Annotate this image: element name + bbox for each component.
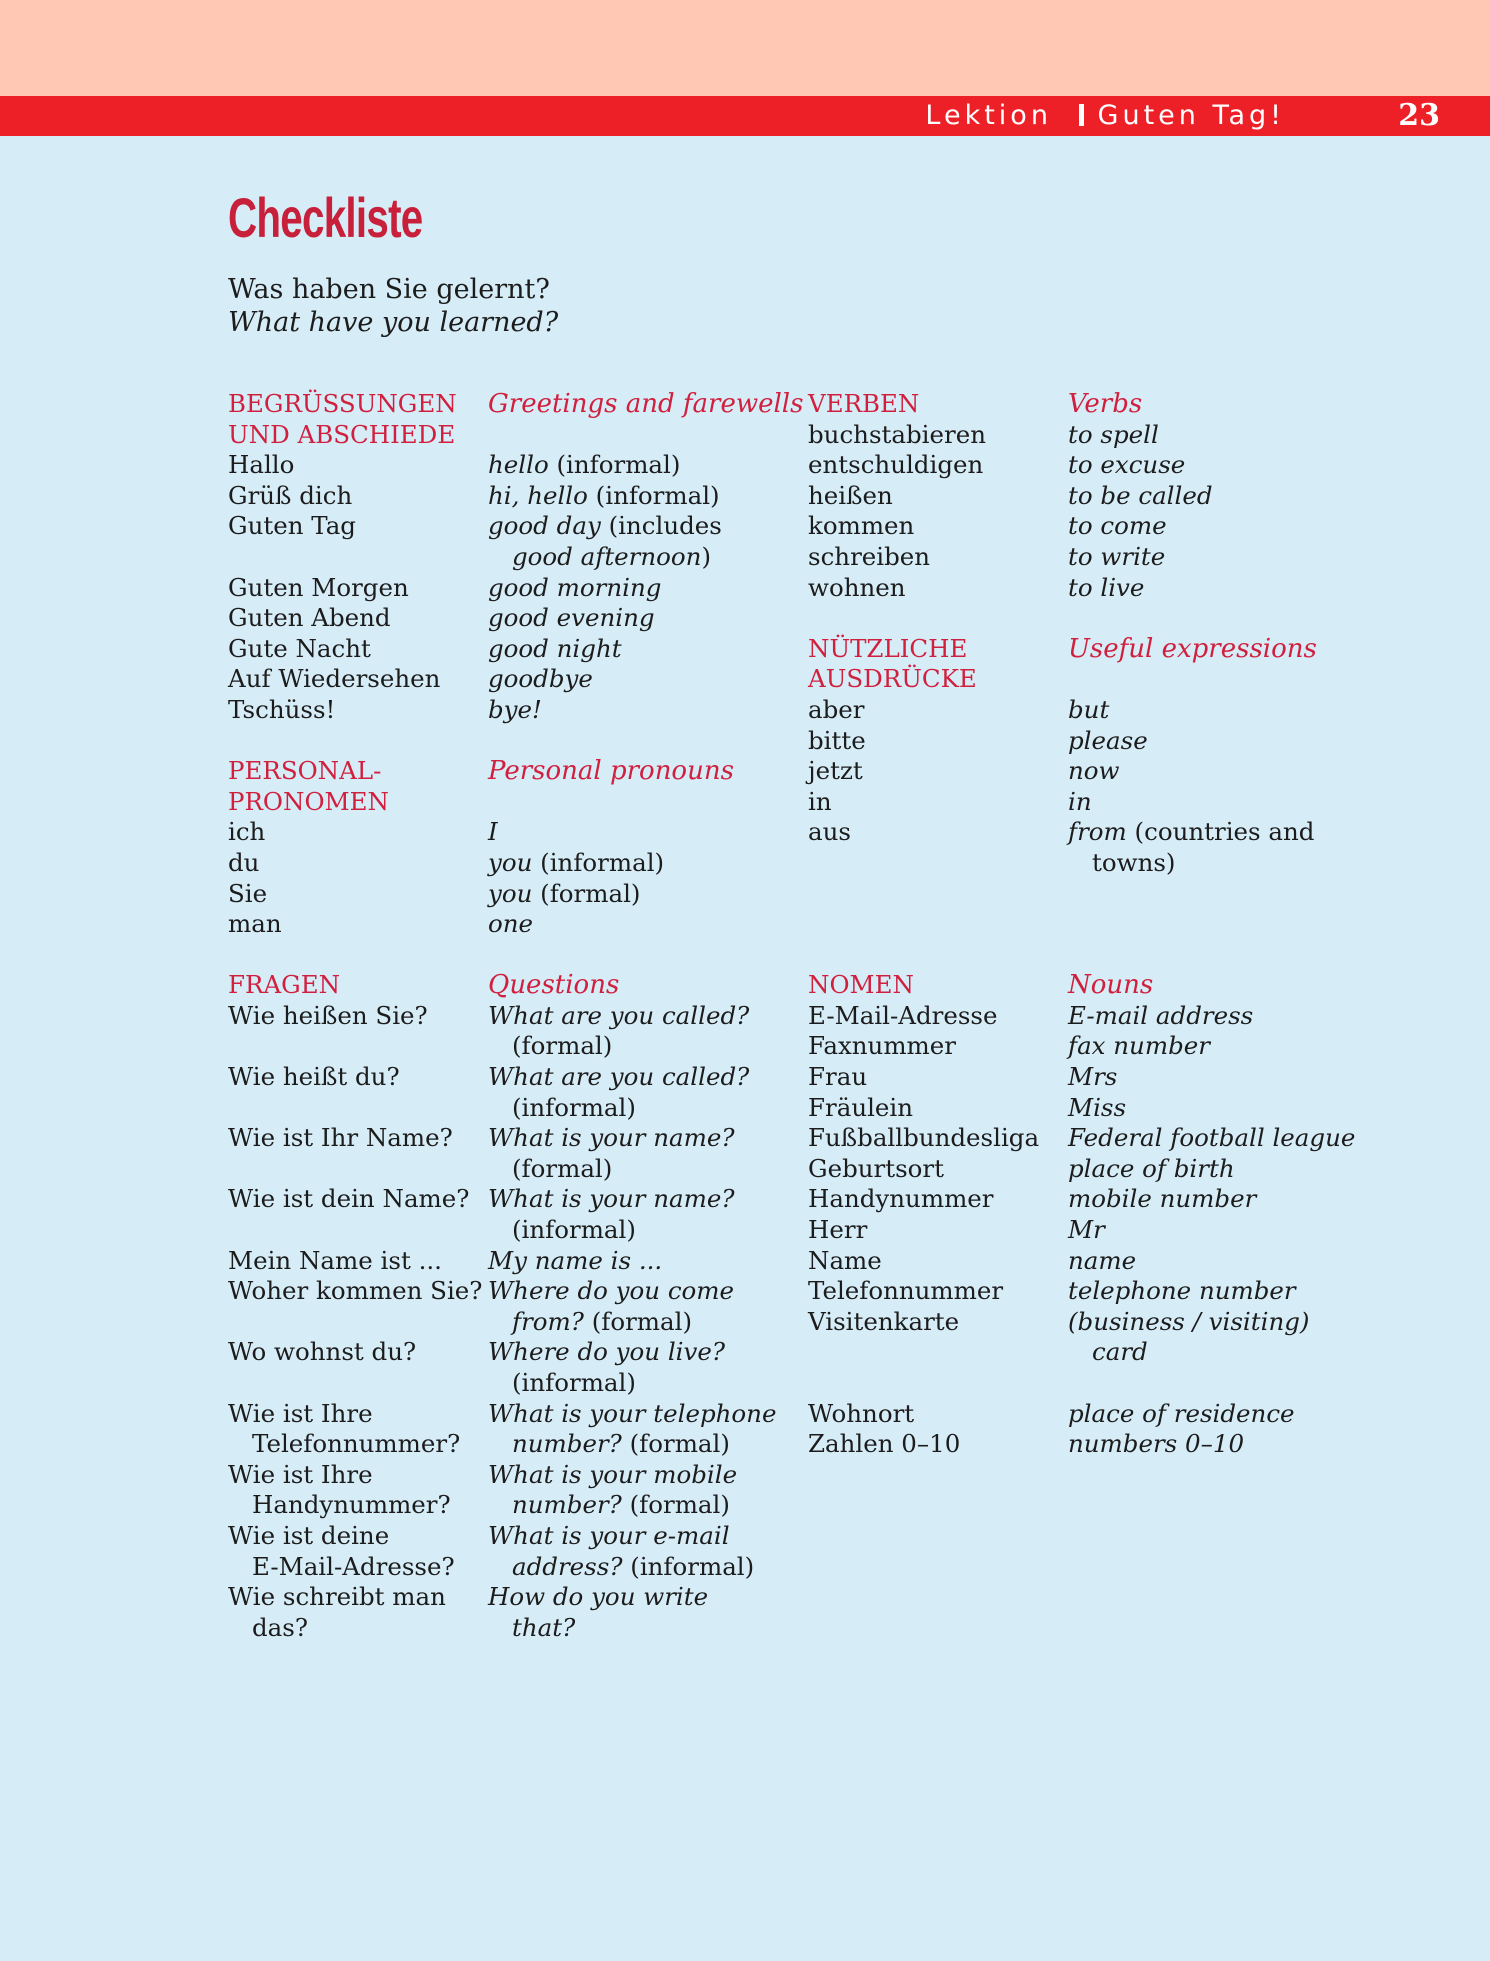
entry-en-cont [488, 1552, 798, 1583]
translation: place of birth [1068, 1153, 1235, 1183]
translation: fax number [1068, 1031, 1210, 1061]
translation: Where do you live? [488, 1337, 725, 1367]
entry-de: aber [808, 694, 865, 724]
translation-note: (informal) [587, 480, 720, 510]
spacer [1068, 879, 1368, 910]
entry-en [488, 817, 798, 848]
entry-de: Telefonnummer [808, 1276, 1004, 1306]
entry-de: Frau [808, 1062, 868, 1092]
entry-de: jetzt [808, 756, 863, 786]
entry-en [488, 1062, 798, 1093]
translation: that? [512, 1612, 576, 1642]
entry-en-cont [488, 1215, 798, 1246]
entry-de: Fräulein [808, 1092, 914, 1122]
entry-en-cont [488, 1613, 798, 1644]
entry-de: entschuldigen [808, 450, 984, 480]
translation: good morning [488, 572, 662, 602]
entry-de: Woher kommen Sie? [228, 1276, 483, 1306]
entry-en [1068, 1307, 1368, 1338]
entry-de: Wie ist Ihre [228, 1398, 373, 1428]
entry-de-cont [808, 848, 1058, 879]
translation: from? [512, 1306, 584, 1336]
entry-de: Handynummer [808, 1184, 994, 1214]
entry-de: Wie ist deine [228, 1520, 390, 1550]
spacer [488, 726, 798, 757]
running-header [0, 96, 1490, 136]
entry-de: buchstabieren [808, 419, 986, 449]
entry-de: Guten Tag [228, 511, 356, 541]
spacer [808, 1368, 1058, 1399]
entry-de: Mein Name ist ... [228, 1245, 442, 1275]
entry-en [1068, 1123, 1368, 1154]
entry-de-cont [228, 1307, 478, 1338]
translation: to excuse [1068, 450, 1186, 480]
translation: goodbye [488, 664, 593, 694]
intro-question-de: Was haben Sie gelernt? [228, 274, 550, 305]
entry-de-cont [228, 1215, 478, 1246]
translation-note: (informal) [512, 1215, 636, 1245]
translation: bye! [488, 694, 542, 724]
entry-en [1068, 573, 1368, 604]
section-heading-en: Nouns [1068, 970, 1154, 1001]
entry-de: Wie ist Ihr Name? [228, 1123, 453, 1153]
entry-en [1068, 695, 1368, 726]
translation-note: towns) [1092, 847, 1176, 877]
entry-de: man [228, 909, 282, 939]
entry-en [1068, 1031, 1368, 1062]
entry-de-cont [808, 1337, 1058, 1368]
entry-de-cont: das? [252, 1612, 308, 1642]
translation: hi, hello [488, 480, 588, 510]
entry-en [488, 1460, 798, 1491]
entry-de-cont: E-Mail-Adresse? [252, 1551, 455, 1581]
translation-note: (formal) [512, 1153, 613, 1183]
entry-en [488, 909, 798, 940]
entry-de: Wie schreibt man [228, 1582, 446, 1612]
entry-en [1068, 511, 1368, 542]
translation: numbers 0–10 [1068, 1429, 1245, 1459]
section-heading-de: PRONOMEN [228, 786, 389, 816]
entry-en [1068, 481, 1368, 512]
lesson-number-bar [1079, 104, 1084, 126]
translation: (business / visiting) [1068, 1306, 1310, 1336]
section-heading-de: PERSONAL- [228, 756, 382, 786]
translation: good night [488, 633, 622, 663]
translation: number? [512, 1490, 622, 1520]
translation: good evening [488, 603, 655, 633]
translation: What is your name? [488, 1184, 735, 1214]
translation: from [1068, 817, 1127, 847]
spacer [228, 726, 478, 757]
translation: number? [512, 1429, 622, 1459]
translation-note: (formal) [512, 1031, 613, 1061]
entry-en [1068, 1429, 1368, 1460]
entry-en [1068, 1276, 1368, 1307]
entry-en [488, 1276, 798, 1307]
entry-de: Tschüss! [228, 694, 336, 724]
translation-note: (countries and [1126, 817, 1315, 847]
translation: hello [488, 450, 549, 480]
translation: What are you called? [488, 1000, 750, 1030]
translation: My name is ... [488, 1245, 663, 1275]
translation: please [1068, 725, 1148, 755]
entry-de: Wo wohnst du? [228, 1337, 417, 1367]
translation: but [1068, 694, 1110, 724]
translation-note: (informal) [548, 450, 681, 480]
intro [228, 273, 558, 339]
entry-en-cont [488, 542, 798, 573]
translation: Miss [1068, 1092, 1127, 1122]
entry-en [488, 1521, 798, 1552]
entry-en [488, 1001, 798, 1032]
entry-en-cont [1068, 1337, 1368, 1368]
translation: to come [1068, 511, 1167, 541]
translation-note: (formal) [532, 878, 641, 908]
translation: What are you called? [488, 1062, 750, 1092]
spacer [1068, 940, 1368, 971]
spacer [808, 909, 1058, 940]
entry-en-cont [488, 1368, 798, 1399]
spacer [808, 879, 1058, 910]
spacer [488, 787, 798, 818]
entry-de: wohnen [808, 572, 906, 602]
entry-en [488, 879, 798, 910]
translation: name [1068, 1245, 1137, 1275]
section-heading-en: Useful expressions [1068, 633, 1317, 664]
entry-en [488, 664, 798, 695]
entry-en [1068, 542, 1368, 573]
entry-en [488, 603, 798, 634]
entry-de: aus [808, 817, 851, 847]
entry-de: Grüß dich [228, 480, 353, 510]
entry-en [488, 1246, 798, 1277]
entry-de: Wie ist Ihre [228, 1459, 373, 1489]
translation: mobile number [1068, 1184, 1257, 1214]
entry-de: du [228, 847, 260, 877]
section-heading-de: AUSDRÜCKE [808, 664, 977, 694]
entry-de: heißen [808, 480, 893, 510]
entry-de: Gute Nacht [228, 633, 371, 663]
entry-de: Herr [808, 1215, 868, 1245]
entry-en [1068, 1154, 1368, 1185]
entry-en-cont [488, 1307, 798, 1338]
entry-en-cont [488, 1154, 798, 1185]
translation-note: (informal) [512, 1092, 636, 1122]
translation: to live [1068, 572, 1145, 602]
translation-note: (informal) [532, 847, 665, 877]
entry-de: Geburtsort [808, 1153, 944, 1183]
entry-en [488, 1123, 798, 1154]
translation: What is your e-mail [488, 1520, 730, 1550]
translation: How do you write [488, 1582, 709, 1612]
translation-note: ) [701, 541, 712, 571]
entry-en-cont [488, 1429, 798, 1460]
entry-en [488, 450, 798, 481]
entry-de: schreiben [808, 541, 931, 571]
left-english-column [488, 389, 804, 1643]
entry-de-cont: Handynummer? [252, 1490, 451, 1520]
translation: address? [512, 1551, 623, 1581]
entry-de: in [808, 786, 832, 816]
left-german-column [228, 389, 483, 1643]
translation: Where do you come [488, 1276, 735, 1306]
translation: What is your name? [488, 1123, 735, 1153]
translation: good day [488, 511, 601, 541]
translation: to spell [1068, 419, 1159, 449]
spacer [488, 940, 798, 971]
lesson-running-head [925, 96, 1285, 144]
lesson-title: Guten Tag! [1097, 100, 1285, 131]
translation: What is your telephone [488, 1398, 777, 1428]
section-heading-en: Verbs [1068, 389, 1143, 419]
translation: in [1068, 786, 1092, 816]
translation-note: (informal) [622, 1551, 755, 1581]
entry-en-cont [488, 1490, 798, 1521]
lesson-label: Lektion [925, 100, 1052, 131]
entry-en [1068, 1399, 1368, 1430]
translation: E-mail address [1068, 1000, 1254, 1030]
translation-note: (formal) [621, 1490, 730, 1520]
translation: I [488, 817, 498, 847]
translation: you [488, 878, 533, 908]
translation: Mrs [1068, 1062, 1118, 1092]
page-number: 23 [1398, 98, 1440, 133]
entry-en [488, 1337, 798, 1368]
translation: to be called [1068, 480, 1213, 510]
entry-en-cont [1068, 848, 1368, 879]
entry-en-cont [488, 1093, 798, 1124]
entry-de: E-Mail-Adresse [808, 1000, 998, 1030]
spacer [808, 940, 1058, 971]
entry-de: Fußballbundesliga [808, 1123, 1040, 1153]
spacer [1068, 1368, 1368, 1399]
entry-de: Zahlen 0–10 [808, 1429, 961, 1459]
entry-en [488, 573, 798, 604]
translation-note: (informal) [512, 1368, 636, 1397]
entry-en [488, 1582, 798, 1613]
entry-en [488, 1184, 798, 1215]
entry-en [488, 481, 798, 512]
translation: Federal football league [1068, 1123, 1356, 1153]
entry-de: bitte [808, 725, 866, 755]
entry-de: Faxnummer [808, 1031, 956, 1061]
top-color-band [0, 0, 1490, 96]
spacer [1068, 603, 1368, 634]
section-heading-de: BEGRÜSSUNGEN [228, 389, 457, 418]
section-heading-de: NÜTZLICHE [808, 633, 968, 663]
entry-de: Guten Abend [228, 603, 391, 633]
entry-en [1068, 420, 1368, 451]
entry-de: Guten Morgen [228, 572, 409, 602]
entry-de: Wie heißen Sie? [228, 1000, 428, 1030]
translation: card [1092, 1337, 1148, 1367]
translation-note: (includes [600, 511, 722, 541]
entry-de: Wie ist dein Name? [228, 1184, 470, 1214]
translation: to write [1068, 541, 1166, 571]
translation: Mr [1068, 1215, 1105, 1245]
spacer [1068, 664, 1368, 695]
entry-en-cont [488, 1031, 798, 1062]
spacer [808, 603, 1058, 634]
entry-en [1068, 1215, 1368, 1246]
entry-en [1068, 817, 1368, 848]
right-english-column [1068, 389, 1368, 1460]
entry-de: Wie heißt du? [228, 1062, 400, 1092]
intro-question-en: What have you learned? [228, 307, 559, 338]
entry-de-cont [228, 1093, 478, 1124]
entry-en [1068, 1001, 1368, 1032]
page-title: Checkliste [228, 186, 423, 249]
translation: now [1068, 756, 1120, 786]
entry-en [488, 1399, 798, 1430]
entry-en [1068, 1093, 1368, 1124]
section-heading-de: UND ABSCHIEDE [228, 419, 456, 449]
section-heading-de: NOMEN [808, 970, 914, 1000]
translation: one [488, 909, 534, 939]
spacer [488, 420, 798, 451]
entry-de: Name [808, 1245, 882, 1275]
entry-en [1068, 787, 1368, 818]
translation: place of residence [1068, 1398, 1295, 1428]
section-heading-de: FRAGEN [228, 970, 341, 1000]
translation: good afternoon [512, 541, 702, 571]
entry-de: Visitenkarte [808, 1306, 960, 1336]
entry-de-cont: Telefonnummer? [252, 1429, 461, 1459]
section-heading-en: Personal pronouns [488, 756, 734, 787]
section-heading-de: VERBEN [808, 389, 920, 418]
entry-en [488, 848, 798, 879]
translation: telephone number [1068, 1276, 1296, 1306]
entry-en [488, 695, 798, 726]
translation: What is your mobile [488, 1459, 738, 1489]
entry-en [1068, 726, 1368, 757]
entry-en [488, 634, 798, 665]
entry-de: Wohnort [808, 1398, 915, 1428]
entry-de-cont [228, 1154, 478, 1185]
spacer [1068, 909, 1368, 940]
translation-note: (formal) [621, 1429, 730, 1459]
section-heading-en: Greetings and farewells [488, 389, 804, 419]
entry-de-cont [228, 1368, 478, 1399]
entry-en [1068, 450, 1368, 481]
entry-de: Sie [228, 878, 268, 908]
section-heading-en: Questions [488, 970, 620, 1001]
right-german-column [808, 389, 1058, 1460]
entry-en [1068, 1246, 1368, 1277]
entry-en [1068, 756, 1368, 787]
entry-de-cont [228, 542, 478, 573]
spacer [228, 940, 478, 971]
entry-en [488, 511, 798, 542]
entry-en [1068, 1184, 1368, 1215]
translation-note: (formal) [583, 1306, 693, 1336]
entry-de: kommen [808, 511, 915, 541]
entry-en [1068, 1062, 1368, 1093]
translation: you [488, 847, 533, 877]
entry-de: Hallo [228, 450, 295, 480]
entry-de: ich [228, 817, 266, 847]
entry-de-cont [228, 1031, 478, 1062]
entry-de: Auf Wiedersehen [228, 664, 441, 694]
